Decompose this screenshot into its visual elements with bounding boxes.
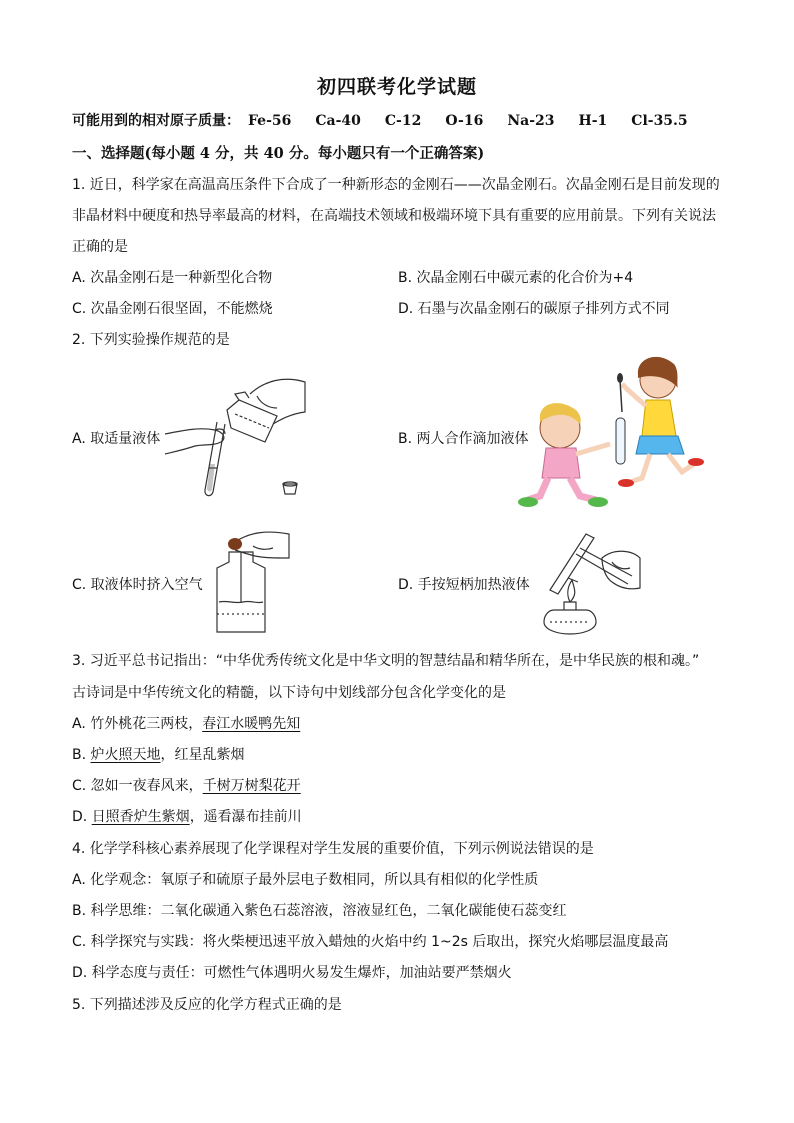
q1-option-c: C. 次晶金刚石很坚固，不能燃烧 bbox=[72, 301, 273, 317]
q1-option-b: B. 次晶金刚石中碳元素的化合价为+4 bbox=[398, 270, 634, 286]
q4-stem: 4. 化学学科核心素养展现了化学课程对学生发展的重要价值，下列示例说法错误的是 bbox=[72, 841, 594, 857]
figure-two-children bbox=[518, 350, 708, 510]
q1-line2: 非晶材料中硬度和热导率最高的材料，在高端技术领域和极端环境下具有重要的应用前景。下列有关说法 bbox=[72, 208, 716, 224]
atomic-masses bbox=[72, 110, 712, 130]
q3-option-c-text: C. 忽如一夜春风来， bbox=[72, 778, 203, 794]
figure-heating-tube bbox=[540, 528, 645, 636]
q3-option-a-underline: 春江水暖鸭先知 bbox=[202, 716, 301, 732]
q3-line1: 3. 习近平总书记指出：“中华优秀传统文化是中华文明的智慧结晶和精华所在，是中华民族的根和魂。” bbox=[72, 653, 700, 669]
q3-option-a-text: A. 竹外桃花三两枝， bbox=[72, 716, 203, 732]
q3-option-a bbox=[72, 713, 300, 733]
q2-stem: 2. 下列实验操作规范的是 bbox=[72, 332, 230, 348]
page-title: 初四联考化学试题 bbox=[316, 76, 477, 98]
q1-line3: 正确的是 bbox=[72, 239, 128, 255]
q2-option-a: A. 取适量液体 bbox=[72, 431, 161, 447]
q3-option-c bbox=[72, 775, 301, 795]
q3-option-b-underline: 炉火照天地 bbox=[90, 747, 161, 763]
q2-option-c: C. 取液体时挤入空气 bbox=[72, 577, 203, 593]
atomic-masses-label: 可能用到的相对原子质量： bbox=[72, 113, 240, 129]
q3-line2: 古诗词是中华传统文化的精髓，以下诗句中划线部分包含化学变化的是 bbox=[72, 685, 506, 701]
atomic-mass-h: H-1 bbox=[578, 113, 608, 129]
atomic-mass-o: O-16 bbox=[445, 113, 484, 129]
q3-option-d bbox=[72, 806, 302, 826]
q3-option-b bbox=[72, 744, 245, 764]
q4-option-d: D. 科学态度与责任：可燃性气体遇明火易发生爆炸，加油站要严禁烟火 bbox=[72, 965, 512, 981]
q3-option-c-underline: 千树万树梨花开 bbox=[202, 778, 301, 794]
q4-option-b: B. 科学思维：二氧化碳通入紫色石蕊溶液，溶液显红色，二氧化碳能使石蕊变红 bbox=[72, 903, 567, 919]
q4-option-c: C. 科学探究与实践：将火柴梗迅速平放入蜡烛的火焰中约 1~2s 后取出，探究火焰哪层温度最高 bbox=[72, 934, 669, 950]
q3-option-d-prefix: D. bbox=[72, 809, 92, 825]
atomic-mass-c: C-12 bbox=[384, 113, 422, 129]
q1-line1: 1. 近日，科学家在高温高压条件下合成了一种新形态的金刚石——次晶金刚石。次晶金刚石是目前发现的 bbox=[72, 177, 720, 193]
figure-pouring-liquid bbox=[165, 372, 310, 500]
q2-option-d: D. 手按短柄加热液体 bbox=[398, 577, 530, 593]
q1-option-a: A. 次晶金刚石是一种新型化合物 bbox=[72, 270, 273, 286]
q3-option-b-suffix: ，红星乱紫烟 bbox=[160, 747, 245, 763]
q3-option-b-prefix: B. bbox=[72, 747, 91, 763]
atomic-mass-fe: Fe-56 bbox=[248, 113, 292, 129]
q3-option-d-underline: 日照香炉生紫烟 bbox=[91, 809, 190, 825]
q2-option-b: B. 两人合作滴加液体 bbox=[398, 431, 529, 447]
atomic-mass-cl: Cl-35.5 bbox=[631, 113, 688, 129]
q5-stem: 5. 下列描述涉及反应的化学方程式正确的是 bbox=[72, 997, 342, 1013]
section-heading: 一、选择题(每小题 4 分，共 40 分。每小题只有一个正确答案) bbox=[72, 145, 485, 162]
atomic-mass-na: Na-23 bbox=[507, 113, 555, 129]
figure-dropper-bottle bbox=[205, 528, 295, 636]
q3-option-d-suffix: ，遥看瀑布挂前川 bbox=[189, 809, 302, 825]
q4-option-a: A. 化学观念：氧原子和硫原子最外层电子数相同，所以具有相似的化学性质 bbox=[72, 872, 539, 888]
atomic-mass-ca: Ca-40 bbox=[315, 113, 361, 129]
q1-option-d: D. 石墨与次晶金刚石的碳原子排列方式不同 bbox=[398, 301, 670, 317]
